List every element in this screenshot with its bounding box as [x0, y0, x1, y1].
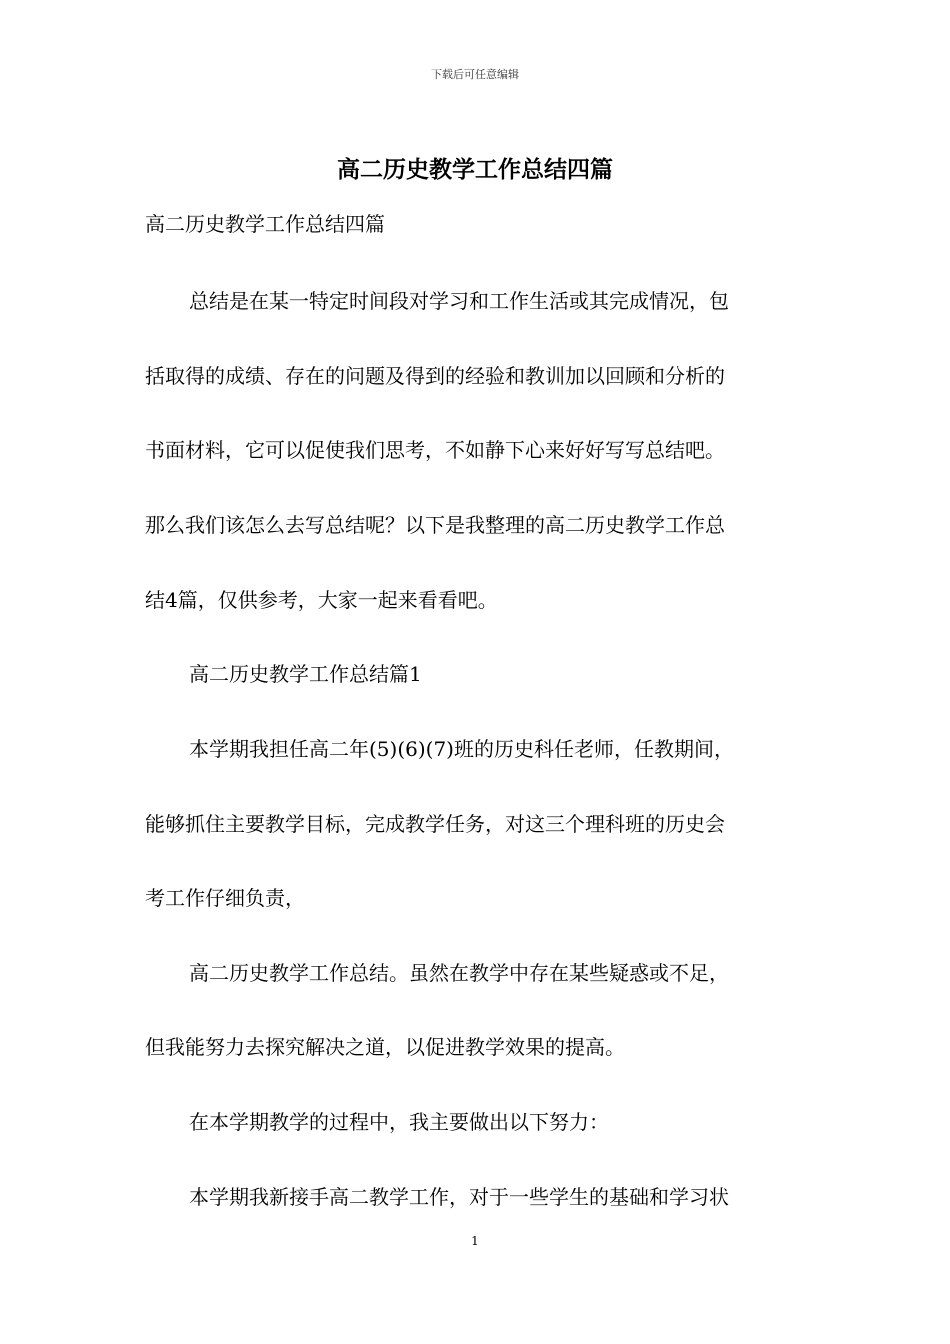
paragraph-line: 能够抓住主要教学目标，完成教学任务，对这三个理科班的历史会: [145, 812, 725, 836]
document-title: 高二历史教学工作总结四篇: [337, 156, 613, 183]
header-note: 下载后可任意编辑: [431, 68, 519, 81]
paragraph-line: 那么我们该怎么去写总结呢？以下是我整理的高二历史教学工作总: [145, 513, 725, 537]
paragraph-line: 书面材料，它可以促使我们思考，不如静下心来好好写写总结吧。: [145, 438, 725, 462]
subtitle-line: 高二历史教学工作总结四篇: [145, 212, 385, 236]
paragraph-line: 高二历史教学工作总结。虽然在教学中存在某些疑惑或不足，: [189, 961, 729, 985]
page-number: 1: [471, 1234, 479, 1248]
section-heading: 高二历史教学工作总结篇1: [189, 662, 422, 686]
paragraph-line: 括取得的成绩、存在的问题及得到的经验和教训加以回顾和分析的: [145, 364, 725, 388]
paragraph-line: 在本学期教学的过程中，我主要做出以下努力：: [189, 1110, 609, 1134]
paragraph-line: 考工作仔细负责，: [145, 886, 305, 910]
paragraph-line: 本学期我新接手高二教学工作，对于一些学生的基础和学习状: [189, 1185, 729, 1209]
paragraph-line: 但我能努力去探究解决之道，以促进教学效果的提高。: [145, 1035, 625, 1059]
paragraph-line: 本学期我担任高二年(5)(6)(7)班的历史科任老师，任教期间，: [189, 737, 734, 761]
paragraph-line: 结4篇，仅供参考，大家一起来看看吧。: [145, 588, 498, 612]
paragraph-line: 总结是在某一特定时间段对学习和工作生活或其完成情况，包: [189, 289, 729, 313]
